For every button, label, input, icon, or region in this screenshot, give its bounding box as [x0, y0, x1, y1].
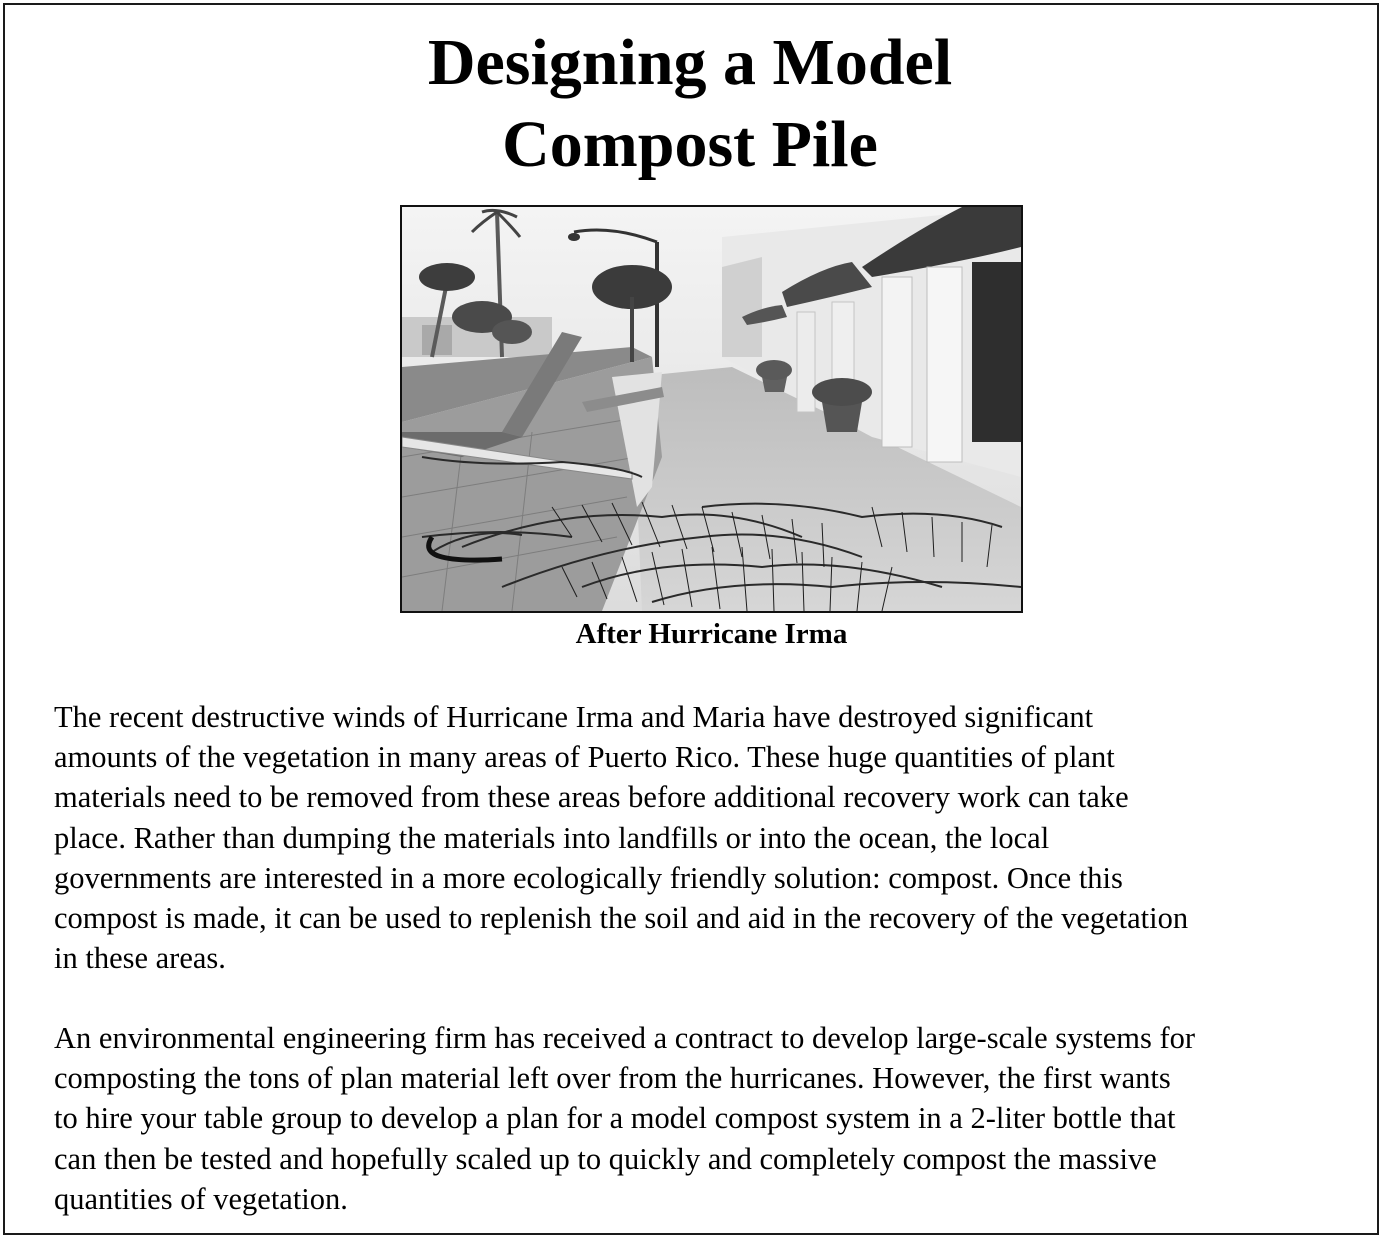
paragraph-line: compost is made, it can be used to replenish the soil and aid in the recovery of the vegetation — [54, 901, 1189, 936]
paragraph-line: An environmental engineering firm has received a contract to develop large-scale systems for — [54, 1021, 1196, 1055]
paragraph-line: governments are interested in a more ecologically friendly solution: compost. Once this — [54, 860, 1123, 895]
paragraph-line: amounts of the vegetation in many areas of Puerto Rico. These huge quantities of plant — [54, 740, 1115, 775]
hurricane-photo — [400, 205, 1023, 613]
title-line-2: Compost Pile — [502, 108, 878, 181]
paragraph-line: quantities of vegetation. — [54, 1181, 348, 1216]
street-scene-illustration — [402, 207, 1021, 611]
photo-caption: After Hurricane Irma — [575, 618, 848, 650]
page-title — [0, 22, 1380, 186]
title-line-1: Designing a Model — [427, 26, 953, 99]
paragraph-line: The recent destructive winds of Hurricane Irma and Maria have destroyed significant — [54, 700, 1094, 734]
paragraph-line: place. Rather than dumping the materials into landfills or into the ocean, the local — [54, 820, 1050, 855]
paragraph-line: materials need to be removed from these areas before additional recovery work can take — [54, 780, 1129, 815]
intro-paragraph — [54, 697, 1374, 978]
paragraph-line: to hire your table group to develop a plan for a model compost system in a 2-liter bottle that — [54, 1101, 1176, 1136]
task-paragraph — [54, 1018, 1374, 1219]
paragraph-line: in these areas. — [54, 941, 226, 976]
paragraph-line: composting the tons of plan material left over from the hurricanes. However, the first wants — [54, 1061, 1171, 1096]
paragraph-line: can then be tested and hopefully scaled up to quickly and completely compost the massive — [54, 1141, 1157, 1176]
